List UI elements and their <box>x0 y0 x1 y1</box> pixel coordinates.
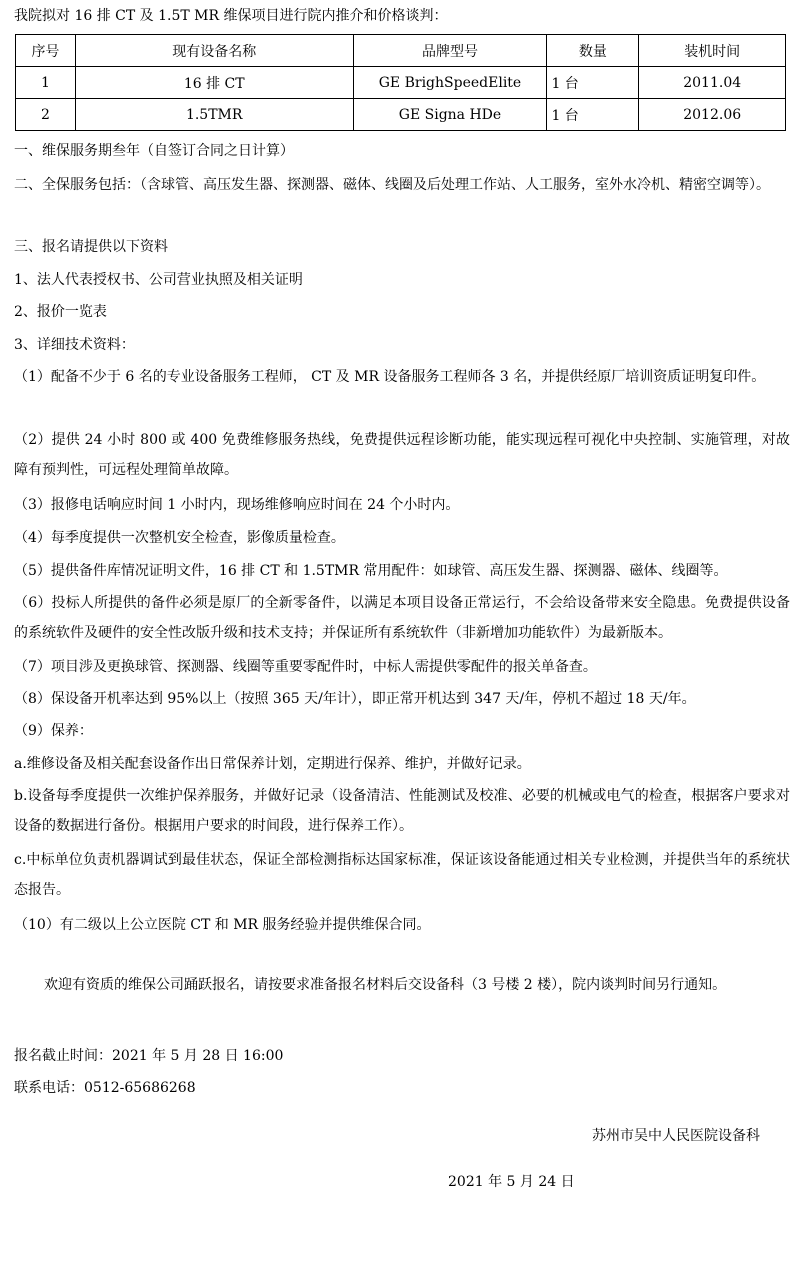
maintenance-item-a: a.维修设备及相关配套设备作出日常保养计划，定期进行保养、维护，并做好记录。 <box>14 756 531 772</box>
tech-item-6: （6）投标人所提供的备件必须是原厂的全新零备件，以满足本项目设备正常运行，不会给设备带来安全隐患。免费提供设备的系统软件及硬件的安全性改版升级和技术支持；并保证所有系统软件（非新增加功能软件）为最新版本。 <box>14 595 790 641</box>
section-full-coverage: 二、全保服务包括：（含球管、高压发生器、探测器、磁体、线圈及后处理工作站、人工服务，室外水冷机、精密空调等）。 <box>14 177 770 193</box>
tech-item-3: （3）报修电话响应时间 1 小时内，现场维修响应时间在 24 个小时内。 <box>14 497 460 513</box>
tech-item-10: （10）有二级以上公立医院 CT 和 MR 服务经验并提供维保合同。 <box>14 917 431 933</box>
header-quantity: 数量 <box>547 35 639 67</box>
cell-install-date: 2012.06 <box>639 99 786 131</box>
tech-item-4: （4）每季度提供一次整机安全检查，影像质量检查。 <box>14 530 345 546</box>
header-no: 序号 <box>16 35 76 67</box>
maintenance-item-c: c.中标单位负责机器调试到最佳状态，保证全部检测指标达国家标准，保证该设备能通过相关专业检测，并提供当年的系统状态报告。 <box>14 852 790 898</box>
signature-department: 苏州市吴中人民医院设备科 <box>592 1128 760 1144</box>
welcome-text: 欢迎有资质的维保公司踊跃报名，请按要求准备报名材料后交设备科（3 号楼 2 楼），院内谈判时间另行通知。 <box>44 977 727 993</box>
cell-brand-model: GE Signa HDe <box>353 99 547 131</box>
tech-item-5: （5）提供备件库情况证明文件，16 排 CT 和 1.5TMR 常用配件：如球管、高压发生器、探测器、磁体、线圈等。 <box>14 563 728 579</box>
intro-text: 我院拟对 16 排 CT 及 1.5T MR 维保项目进行院内推介和价格谈判： <box>14 8 448 24</box>
cell-no: 2 <box>16 99 76 131</box>
cell-brand-model: GE BrighSpeedElite <box>353 67 547 99</box>
cell-equipment-name: 1.5TMR <box>75 99 353 131</box>
deadline-text: 报名截止时间：2021 年 5 月 28 日 16:00 <box>14 1048 284 1064</box>
tech-item-8: （8）保设备开机率达到 95%以上（按照 365 天/年计），即正常开机达到 347 天/年，停机不超过 18 天/年。 <box>14 691 696 707</box>
tech-item-2: （2）提供 24 小时 800 或 400 免费维修服务热线，免费提供远程诊断功能，能实现远程可视化中央控制、实施管理，对故障有预判性，可远程处理简单故障。 <box>14 432 790 478</box>
doc-item-2: 2、报价一览表 <box>14 304 107 320</box>
equipment-table <box>15 34 786 131</box>
doc-item-1: 1、法人代表授权书、公司营业执照及相关证明 <box>14 272 303 288</box>
table-row <box>16 67 786 99</box>
section-service-period: 一、维保服务期叁年（自签订合同之日计算） <box>14 143 294 159</box>
header-brand-model: 品牌型号 <box>353 35 547 67</box>
cell-equipment-name: 16 排 CT <box>75 67 353 99</box>
cell-quantity: 1 台 <box>547 67 639 99</box>
table-row <box>16 99 786 131</box>
contact-phone: 联系电话：0512-65686268 <box>14 1080 196 1096</box>
maintenance-item-b: b.设备每季度提供一次维护保养服务，并做好记录（设备清洁、性能测试及校准、必要的机械或电气的检查，根据客户要求对设备的数据进行备份。根据用户要求的时间段，进行保养工作）。 <box>14 788 790 834</box>
cell-no: 1 <box>16 67 76 99</box>
cell-install-date: 2011.04 <box>639 67 786 99</box>
document-date: 2021 年 5 月 24 日 <box>448 1174 575 1190</box>
table-header-row <box>16 35 786 67</box>
tech-item-9: （9）保养： <box>14 723 93 739</box>
header-install-date: 装机时间 <box>639 35 786 67</box>
tech-item-1: （1）配备不少于 6 名的专业设备服务工程师， CT 及 MR 设备服务工程师各 3 名，并提供经原厂培训资质证明复印件。 <box>14 369 766 385</box>
tech-item-7: （7）项目涉及更换球管、探测器、线圈等重要零配件时，中标人需提供零配件的报关单备查。 <box>14 659 597 675</box>
header-equipment-name: 现有设备名称 <box>75 35 353 67</box>
cell-quantity: 1 台 <box>547 99 639 131</box>
section-required-docs: 三、报名请提供以下资料 <box>14 239 168 255</box>
doc-item-3: 3、详细技术资料： <box>14 337 135 353</box>
